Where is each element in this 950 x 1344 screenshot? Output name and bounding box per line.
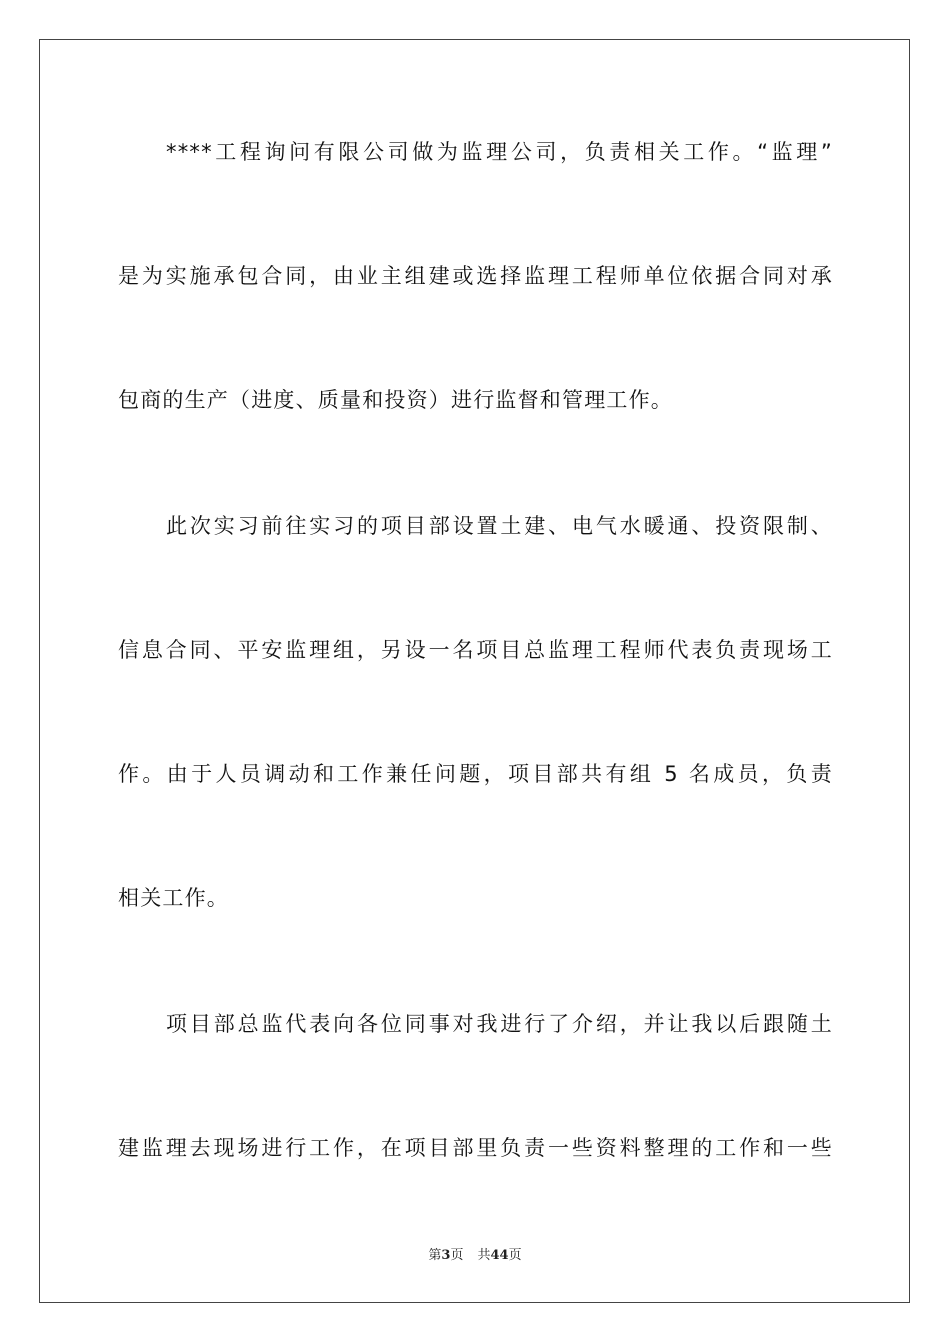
page-border bbox=[39, 39, 910, 1303]
page-footer bbox=[0, 1247, 950, 1265]
text-line: ****工程询问有限公司做为监理公司，负责相关工作。“监理” bbox=[166, 140, 833, 164]
total-suffix: 页 bbox=[508, 1248, 522, 1263]
total-prefix: 共 bbox=[477, 1248, 491, 1263]
page-prefix: 第 bbox=[428, 1248, 442, 1263]
text-line: 项目部总监代表向各位同事对我进行了介绍，并让我以后跟随土 bbox=[166, 1012, 833, 1036]
text-line: 建监理去现场进行工作，在项目部里负责一些资料整理的工作和一些 bbox=[118, 1136, 833, 1160]
text-line: 作。由于人员调动和工作兼任问题，项目部共有组 5 名成员，负责 bbox=[118, 762, 833, 786]
text-line: 信息合同、平安监理组，另设一名项目总监理工程师代表负责现场工 bbox=[118, 638, 833, 662]
text-line: 此次实习前往实习的项目部设置土建、电气水暖通、投资限制、 bbox=[166, 514, 833, 538]
text-line: 是为实施承包合同，由业主组建或选择监理工程师单位依据合同对承 bbox=[118, 264, 833, 288]
text-line: 相关工作。 bbox=[118, 886, 229, 910]
page-number: 3 bbox=[441, 1248, 451, 1263]
page-suffix: 页 bbox=[450, 1248, 464, 1263]
total-pages: 44 bbox=[490, 1248, 509, 1263]
text-line: 包商的生产（进度、质量和投资）进行监督和管理工作。 bbox=[118, 388, 673, 412]
